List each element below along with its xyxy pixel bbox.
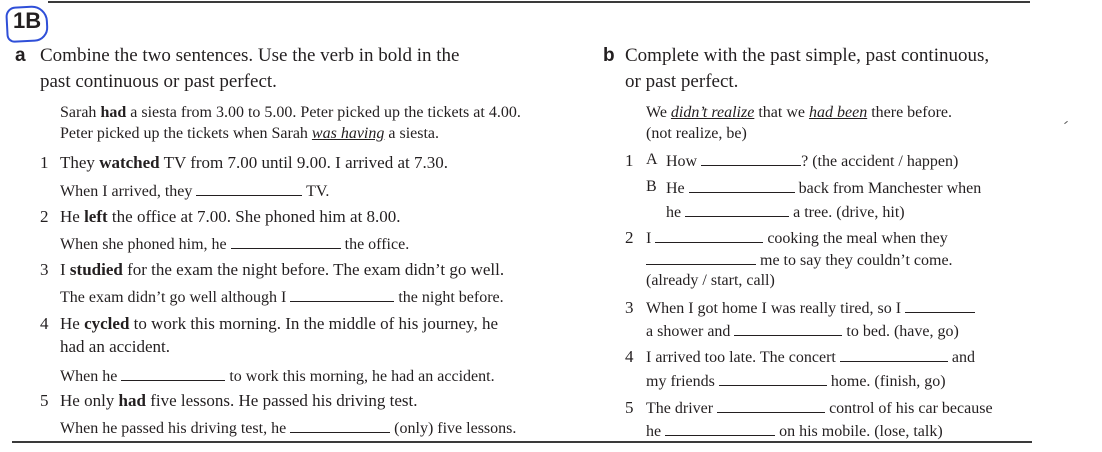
bold-verb: had [100, 104, 127, 121]
b-item-1-line-b2 [666, 202, 905, 222]
item-number: 3 [40, 260, 49, 279]
example-answer: was having [311, 125, 385, 142]
text: cooking the meal when they [763, 230, 948, 247]
section-badge: 1B [13, 8, 42, 33]
section-b-example-line2: (not realize, be) [646, 125, 747, 142]
text: TV. [302, 183, 330, 200]
item-5-prompt [60, 418, 516, 438]
text: to bed. (have, go) [842, 323, 959, 340]
text: a tree. (drive, hit) [789, 204, 905, 221]
speaker-a-label: A [646, 151, 658, 168]
text: he [666, 204, 686, 221]
text: He [60, 314, 85, 333]
section-a-letter: a [15, 45, 26, 66]
b-item-1-line-b [666, 178, 981, 198]
text: He only [60, 391, 119, 410]
bold-verb: cycled [84, 314, 130, 333]
text: The exam didn’t go well although I [60, 289, 291, 306]
item-number: 3 [625, 298, 634, 317]
text: to work this morning, he had an accident. [225, 368, 495, 385]
text: When I got home I was really tired, so I [646, 300, 902, 317]
text: and [947, 349, 975, 366]
item-number: 5 [40, 391, 49, 410]
text: home. (finish, go) [826, 373, 946, 390]
text: for the exam the night before. The exam didn’t go well. [122, 260, 505, 279]
b-item-2-line2 [646, 250, 953, 270]
text: to work this morning. In the middle of his journey, he [129, 314, 499, 333]
top-rule [48, 1, 1030, 3]
text: When I arrived, they [60, 183, 197, 200]
text: He [60, 207, 85, 226]
answer-blank[interactable] [655, 228, 763, 243]
item-3-prompt [60, 287, 504, 307]
text: the night before. [394, 289, 504, 306]
text: me to say they couldn’t come. [756, 252, 953, 269]
b-item-4-line1 [646, 347, 975, 367]
text: How [666, 153, 702, 170]
item-2-sentences [60, 207, 401, 227]
text: on his mobile. (lose, talk) [775, 423, 943, 440]
text: When she phoned him, he [60, 236, 231, 253]
text: We [646, 104, 671, 121]
text: When he passed his driving test, he [60, 420, 291, 437]
section-a-example-line2 [60, 125, 439, 143]
item-number: 5 [625, 398, 634, 417]
b-item-3-line2 [646, 321, 959, 341]
item-number: 4 [40, 314, 49, 333]
bold-verb: left [84, 207, 108, 226]
item-2-prompt [60, 234, 409, 254]
text: control of his car because [825, 400, 993, 417]
b-item-2-line3: (already / start, call) [646, 272, 775, 289]
answer-blank[interactable] [665, 421, 775, 436]
text: ? (the accident / happen) [801, 153, 959, 170]
answer-blank[interactable] [905, 298, 975, 313]
section-b-example-line1 [646, 104, 952, 122]
item-3-sentences [60, 260, 504, 280]
text: TV from 7.00 until 9.00. I arrived at 7.30. [159, 153, 448, 172]
section-b-letter: b [603, 45, 615, 66]
text: a siesta. [384, 125, 440, 142]
text: He [666, 180, 689, 197]
item-4-sentences [60, 314, 498, 334]
answer-blank[interactable] [646, 250, 756, 265]
speaker-b-label: B [646, 178, 657, 195]
item-4-sentences-line2: had an accident. [60, 337, 170, 356]
b-item-4-line2 [646, 371, 946, 391]
item-number: 1 [40, 153, 49, 172]
text: my friends [646, 373, 719, 390]
text: I [646, 230, 656, 247]
text: the office at 7.00. She phoned him at 8.00. [107, 207, 401, 226]
bold-verb: had [118, 391, 146, 410]
text: I arrived too late. The concert [646, 349, 840, 366]
answer-blank[interactable] [121, 366, 225, 381]
answer-blank[interactable] [290, 418, 390, 433]
example-answer: didn’t realize [670, 104, 755, 121]
text: there before. [867, 104, 953, 121]
text: Peter picked up the tickets when Sarah [60, 125, 312, 142]
text: When he [60, 368, 122, 385]
section-b-instruction-line2: or past perfect. [625, 71, 739, 92]
text: the office. [340, 236, 410, 253]
text: a siesta from 3.00 to 5.00. Peter picked up the tickets at 4.00. [126, 104, 521, 121]
text: five lessons. He passed his driving test. [145, 391, 418, 410]
item-1-sentences [60, 153, 448, 173]
b-item-1-line-a [666, 151, 958, 171]
item-1-prompt [60, 181, 329, 201]
item-number: 1 [625, 151, 634, 170]
answer-blank[interactable] [689, 178, 795, 193]
section-a-example-line1 [60, 104, 521, 122]
text: Sarah [60, 104, 101, 121]
b-item-5-line2 [646, 421, 943, 441]
b-item-2-line1 [646, 228, 948, 248]
bold-verb: studied [69, 260, 123, 279]
pen-mark [1064, 121, 1068, 124]
b-item-5-line1 [646, 398, 993, 418]
text: a shower and [646, 323, 735, 340]
section-a-instruction-line1: Combine the two sentences. Use the verb in bold in the [40, 45, 460, 66]
text: I [60, 260, 70, 279]
item-number: 2 [625, 228, 634, 247]
answer-blank[interactable] [701, 151, 801, 166]
item-5-sentences [60, 391, 417, 411]
text: that we [754, 104, 809, 121]
example-answer: had been [808, 104, 868, 121]
answer-blank[interactable] [196, 181, 302, 196]
item-number: 2 [40, 207, 49, 226]
answer-blank[interactable] [685, 202, 789, 217]
answer-blank[interactable] [717, 398, 825, 413]
answer-blank[interactable] [719, 371, 827, 386]
bold-verb: watched [99, 153, 160, 172]
text: The driver [646, 400, 718, 417]
text: he [646, 423, 666, 440]
item-number: 4 [625, 347, 634, 366]
bottom-rule [12, 441, 1032, 443]
section-b-instruction-line1: Complete with the past simple, past continuous, [625, 45, 990, 66]
text: (only) five lessons. [390, 420, 517, 437]
section-a-instruction-line2: past continuous or past perfect. [40, 71, 277, 92]
answer-blank[interactable] [290, 287, 394, 302]
text: back from Manchester when [794, 180, 982, 197]
text: They [60, 153, 100, 172]
item-4-prompt [60, 366, 495, 386]
answer-blank[interactable] [231, 234, 341, 249]
b-item-3-line1 [646, 298, 975, 318]
answer-blank[interactable] [734, 321, 842, 336]
answer-blank[interactable] [840, 347, 948, 362]
